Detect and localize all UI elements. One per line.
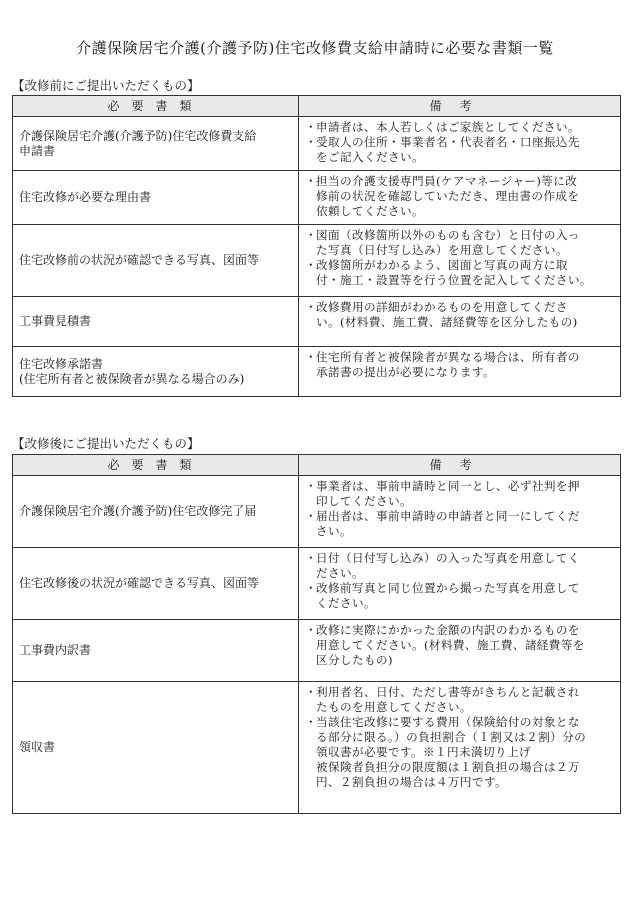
table-header-row <box>13 96 621 117</box>
document-name: 住宅改修前の状況が確認できる写真、図面等 <box>13 225 299 297</box>
header-notes: 備考 <box>299 96 621 117</box>
note-text: 改修費用の詳細がわかるものを用意してくださ い。(材料費、施工費、諸経費等を区分したもの) <box>316 300 578 329</box>
notes-cell <box>299 476 621 548</box>
header-document: 必要書類 <box>13 96 299 117</box>
note-text: 改修前写真と同じ位置から撮った写真を用意して ください。 <box>316 581 580 610</box>
table-row <box>13 171 621 225</box>
note-text: 受取人の住所・事業者名・代表者名・口座振込先 をご記入ください。 <box>316 135 580 164</box>
note-item <box>305 623 616 668</box>
bullet-icon: ・ <box>305 258 317 272</box>
bullet-icon: ・ <box>305 551 317 565</box>
bullet-icon: ・ <box>305 135 317 149</box>
section-heading-before: 【改修前にご提出いただくもの】 <box>12 78 200 93</box>
table-row <box>13 548 621 620</box>
notes-cell <box>299 682 621 814</box>
bullet-icon: ・ <box>305 350 317 364</box>
notes-cell <box>299 171 621 225</box>
note-text: 日付（日付写し込み）の入った写真を用意してく ださい。 <box>316 551 580 580</box>
table-row <box>13 225 621 297</box>
table-header-row <box>13 455 621 476</box>
note-text: 住宅所有者と被保険者が異なる場合は、所有者の 承諾書の提出が必要になります。 <box>316 350 580 379</box>
note-item <box>305 300 616 330</box>
note-text: 図面（改修箇所以外のものも含む）と日付の入っ た写真（日付写し込み）を用意してください。 <box>316 228 580 257</box>
notes-cell <box>299 117 621 171</box>
bullet-icon: ・ <box>305 715 317 729</box>
note-text: 届出者は、事前申請時の申請者と同一にしてくだ さい。 <box>316 509 580 538</box>
note-item <box>305 258 616 288</box>
note-item <box>305 228 616 258</box>
bullet-icon: ・ <box>305 581 317 595</box>
note-text: 事業者は、事前申請時と同一とし、必ず社判を押 印してください。 <box>316 479 580 508</box>
note-item <box>305 581 616 611</box>
notes-cell <box>299 225 621 297</box>
note-text: 利用者名、日付、ただし書等がきちんと記載され たものを用意してください。 <box>316 685 580 714</box>
header-notes: 備考 <box>299 455 621 476</box>
note-item <box>305 174 616 219</box>
document-name: 工事費見積書 <box>13 297 299 347</box>
notes-cell <box>299 297 621 347</box>
table-row <box>13 117 621 171</box>
bullet-icon: ・ <box>305 685 317 699</box>
table-row <box>13 347 621 397</box>
document-name: 介護保険居宅介護(介護予防)住宅改修完了届 <box>13 476 299 548</box>
bullet-icon: ・ <box>305 300 317 314</box>
header-document: 必要書類 <box>13 455 299 476</box>
note-item <box>305 120 616 135</box>
note-text: 申請者は、本人若しくはご家族としてください。 <box>316 120 580 134</box>
note-item <box>305 135 616 165</box>
document-name: 住宅改修承諾書 (住宅所有者と被保険者が異なる場合のみ) <box>13 347 299 397</box>
note-item <box>305 715 616 760</box>
document-name: 介護保険居宅介護(介護予防)住宅改修費支給 申請書 <box>13 117 299 171</box>
note-item <box>305 350 616 380</box>
note-item <box>305 479 616 509</box>
bullet-icon: ・ <box>305 120 317 134</box>
notes-cell <box>299 620 621 682</box>
note-continuation <box>305 760 616 790</box>
note-text: 被保険者負担分の限度額は１割負担の場合は２万 円、２割負担の場合は４万円です。 <box>316 760 580 789</box>
note-text: 改修箇所がわかるよう、図面と写真の両方に取 付・施工・設置等を行う位置を記入してください。 <box>316 258 592 287</box>
document-name: 住宅改修が必要な理由書 <box>13 171 299 225</box>
table-row <box>13 682 621 814</box>
bullet-icon: ・ <box>305 509 317 523</box>
bullet-icon: ・ <box>305 228 317 242</box>
notes-cell <box>299 347 621 397</box>
note-item <box>305 685 616 715</box>
note-text: 改修に実際にかかった金額の内訳のわかるものを 用意してください。(材料費、施工費、諸経費等を 区分したもの) <box>316 623 585 667</box>
note-item <box>305 509 616 539</box>
table-row <box>13 297 621 347</box>
bullet-icon: ・ <box>305 174 317 188</box>
note-text: 担当の介護支援専門員(ケアマネージャー)等に改 修前の状況を確認していただき、理由書の作成を 依頼してください。 <box>316 174 580 218</box>
table-after <box>12 454 621 814</box>
table-row <box>13 620 621 682</box>
note-text: 当該住宅改修に要する費用（保険給付の対象とな る部分に限る。）の負担割合（１割又は２割）分の 領収書が必要です。※１円未満切り上げ <box>316 715 587 759</box>
note-item <box>305 551 616 581</box>
bullet-icon: ・ <box>305 623 317 637</box>
table-before <box>12 95 621 397</box>
page-title: 介護保険居宅介護(介護予防)住宅改修費支給申請時に必要な書類一覧 <box>76 39 554 57</box>
document-name: 領収書 <box>13 682 299 814</box>
section-heading-after: 【改修後にご提出いただくもの】 <box>12 436 200 451</box>
bullet-icon: ・ <box>305 479 317 493</box>
document-name: 住宅改修後の状況が確認できる写真、図面等 <box>13 548 299 620</box>
table-row <box>13 476 621 548</box>
document-name: 工事費内訳書 <box>13 620 299 682</box>
notes-cell <box>299 548 621 620</box>
